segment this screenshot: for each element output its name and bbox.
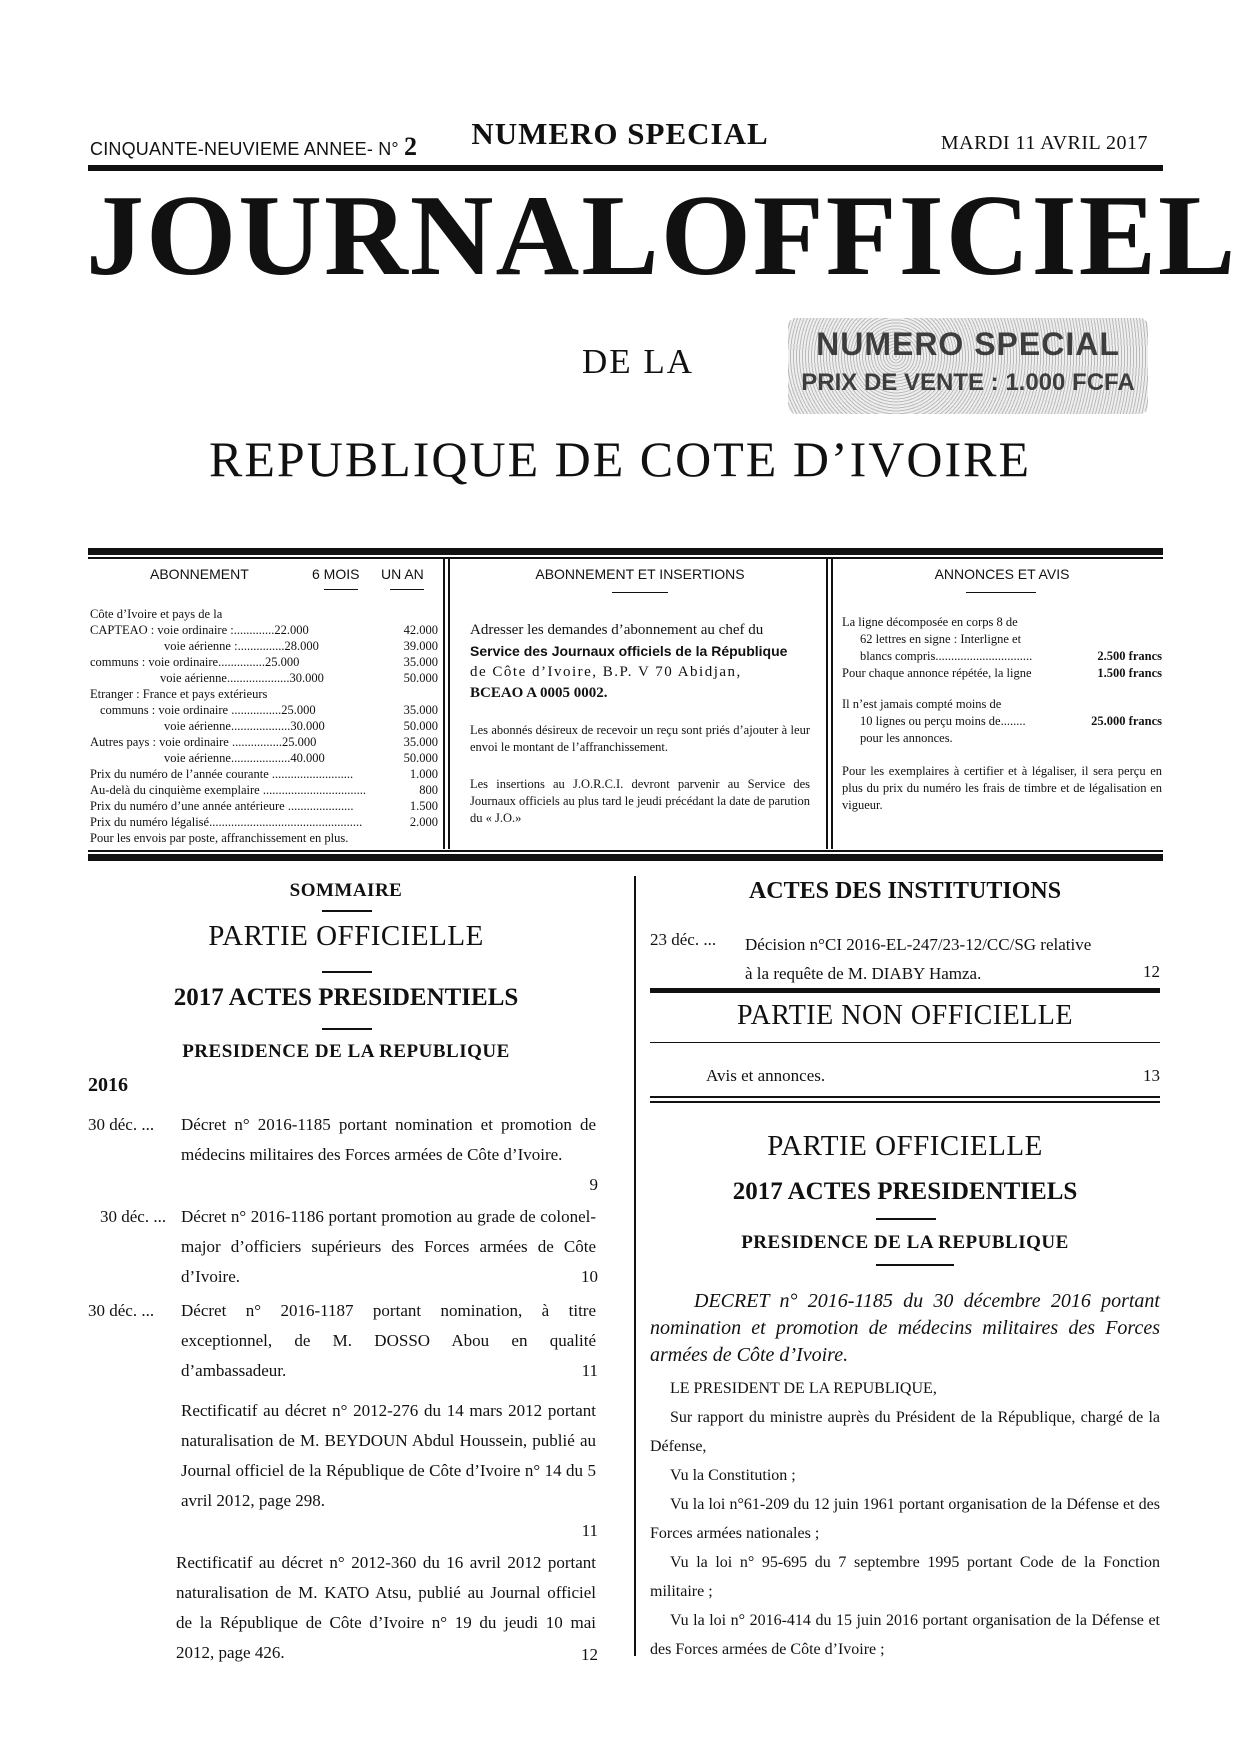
partie-officielle-title: PARTIE OFFICIELLE [767, 1130, 1043, 1162]
annonces-heading: ANNONCES ET AVIS [934, 566, 1070, 582]
decret-para: Vu la Constitution ; [670, 1467, 796, 1484]
stamp-line-2: PRIX DE VENTE : 1.000 FCFA [801, 369, 1135, 396]
avis-annonces-entry: Avis et annonces. [706, 1066, 826, 1085]
insertions-deadline-note: Les insertions au J.O.R.C.I. devront parvenir au Service des Journaux officiels au plus tard le jeudi précédant la date de parution du « J.O.» [470, 777, 810, 825]
price-row: Prix du numéro de l’année courante .......................... 1.000 [90, 767, 438, 781]
special-price-stamp [788, 318, 1148, 414]
subscription-heading: ABONNEMENT [150, 566, 249, 582]
sommaire-partie-officielle: PARTIE OFFICIELLE [208, 920, 484, 952]
box-top-rule-thin [88, 557, 1163, 559]
annonces-info [842, 566, 1162, 814]
title-word-journal: JOURNAL [86, 172, 661, 300]
column-divider [634, 876, 636, 1656]
decret-para: Vu la loi n° 95-695 du 7 septembre 1995 portant Code de la Fonction militaire ; [650, 1554, 1160, 1600]
avis-rule-a [650, 1096, 1160, 1098]
list-item: 30 déc. ... Décret n° 2016-1187 portant nomination, à titre exceptionnel, de M. DOSSO Abou en qualité d’ambassadeur. 11 [88, 1301, 598, 1380]
decret-para: Vu la loi n° 2016-414 du 15 juin 2016 portant organisation de la Défense et des Forces armées de Côte d’Ivoire ; [650, 1612, 1160, 1658]
journal-title [86, 172, 1238, 300]
decret-para: Sur rapport du ministre auprès du Président de la République, chargé de la Défense, [650, 1409, 1160, 1455]
actes-institutions-title: ACTES DES INSTITUTIONS [748, 878, 1062, 904]
republic-title: REPUBLIQUE DE COTE D’IVOIRE [209, 431, 1031, 487]
box-bottom-rule [88, 854, 1163, 861]
stamp-line-1: NUMERO SPECIAL [816, 326, 1120, 362]
rate-row: voie aérienne...................30.000 50.000 [164, 719, 438, 733]
box-top-rule [88, 548, 1163, 555]
list-item: Rectificatif au décret n° 2012-360 du 16 avril 2012 portant naturalisation de M. KATO Atsu, publié au Journal officiel de la République de Côte d’Ivoire n° 19 du jeudi 10 mai 2012, page 426. 12 [176, 1553, 598, 1664]
presidence-title: PRESIDENCE DE LA REPUBLIQUE [741, 1232, 1069, 1253]
issue-number: 2 [404, 132, 418, 161]
col-unan: UN AN [381, 566, 424, 582]
list-item: 30 déc. ... Décret n° 2016-1185 portant nomination et promotion de médecins militaires des Forces armées de Côte d’Ivoire. 9 [88, 1115, 598, 1194]
col-6mois: 6 MOIS [312, 566, 360, 582]
price-row: Prix du numéro légalisé................................................. 2.000 [90, 815, 438, 829]
postage-note: Pour les envois par poste, affranchissement en plus. [90, 831, 349, 845]
annonces-legalisation: Pour les exemplaires à certifier et à légaliser, il sera perçu en plus du prix du numéro les frais de timbre et de légalisation en vigueur. [842, 764, 1162, 812]
non-officielle-rule-top [650, 988, 1160, 993]
avis-annonces-page: 13 [1143, 1066, 1160, 1085]
box-divider-2a [826, 559, 828, 849]
rate-row: communs : voie ordinaire ................25.000 35.000 [100, 703, 438, 717]
issue-date: MARDI 11 AVRIL 2017 [940, 132, 1148, 154]
price-row: Au-delà du cinquième exemplaire ................................. 800 [90, 783, 438, 797]
list-item: 30 déc. ... Décret n° 2016-1186 portant promotion au grade de colonel-major d’officiers supérieurs des Forces armées de Côte d’Ivoire. 10 [100, 1207, 598, 1286]
box-divider-2b [831, 559, 833, 849]
sommaire-actes-presidentiels: 2017 ACTES PRESIDENTIELS [173, 984, 519, 1011]
non-officielle-rule-bottom [650, 1042, 1160, 1043]
group-cote-divoire: Côte d’Ivoire et pays de la [90, 607, 223, 621]
rate-row: CAPTEAO : voie ordinaire :.............22.000 42.000 [90, 623, 438, 637]
institution-date: 23 déc. ... [650, 930, 717, 949]
partie-non-officielle-title: PARTIE NON OFFICIELLE [736, 1000, 1073, 1031]
special-issue-label: NUMERO SPECIAL [471, 116, 769, 151]
insertions-receipt-note: Les abonnés désireux de recevoir un reçu sont priés d’ajouter à leur envoi le montant de l’affranchissement. [470, 723, 810, 754]
title-word-officiel: OFFICIEL [660, 172, 1238, 300]
insertions-heading: ABONNEMENT ET INSERTIONS [535, 566, 745, 582]
decret-title: DECRET n° 2016-1185 du 30 décembre 2016 portant nomination et promotion de médecins militaires des Forces armées de Côte d’Ivoire. [650, 1290, 1160, 1366]
rate-row: communs : voie ordinaire...............25.000 35.000 [90, 655, 438, 669]
annonces-minimum: Il n’est jamais compté moins de 10 lignes ou perçu moins de........ 25.000 francs pour les annonces. [842, 697, 1162, 745]
decret-body [650, 1374, 1160, 1664]
group-etranger: Etranger : France et pays extérieurs [90, 687, 268, 701]
sommaire-title: SOMMAIRE [289, 880, 403, 901]
masthead-rule [88, 165, 1163, 171]
de-la-text: DE LA [582, 342, 695, 381]
price-row: Prix du numéro d’une année antérieure ..................... 1.500 [90, 799, 438, 813]
actes-presidentiels-title: 2017 ACTES PRESIDENTIELS [732, 1178, 1078, 1205]
issue-prefix: CINQUANTE-NEUVIEME ANNEE- N° [90, 139, 399, 159]
box-divider-1b [448, 559, 450, 849]
sommaire-list [88, 1110, 598, 1664]
avis-rule-b [650, 1101, 1160, 1103]
institution-page: 12 [1143, 962, 1160, 981]
box-bottom-rule-thin [88, 850, 1163, 852]
le-president: LE PRESIDENT DE LA REPUBLIQUE, [670, 1380, 937, 1397]
rate-row: voie aérienne :...............28.000 39.000 [164, 639, 438, 653]
decret-para: Vu la loi n°61-209 du 12 juin 1961 portant organisation de la Défense et des Forces armées nationales ; [650, 1496, 1160, 1542]
institution-decision: Décision n°CI 2016-EL-247/23-12/CC/SG relative à la requête de M. DIABY Hamza. [745, 935, 1092, 983]
insertions-info [470, 566, 810, 827]
rate-row: voie aérienne...................40.000 50.000 [164, 751, 438, 765]
subscription-rates [90, 566, 438, 846]
rate-row: Autres pays : voie ordinaire ................25.000 35.000 [90, 735, 438, 749]
list-item: Rectificatif au décret n° 2012-276 du 14 mars 2012 portant naturalisation de M. BEYDOUN Abdul Houssein, publié au Journal officiel de la République de Côte d’Ivoire n° 14 du 5 avril 2012, page 298. 11 [181, 1401, 598, 1540]
annonces-line-rate: La ligne décomposée en corps 8 de 62 lettres en signe : Interligne et blancs compris............................... 2.500 francs Pour chaque annonce répétée, la ligne 1.500 francs [842, 615, 1162, 680]
rate-row: voie aérienne....................30.000 50.000 [160, 671, 438, 685]
insertions-address: Adresser les demandes d’abonnement au chef du Service des Journaux officiels de la République de Côte d’Ivoire, B.P. V 70 Abidjan, BCEAO A 0005 0002. [470, 622, 788, 701]
sommaire-year: 2016 [88, 1074, 128, 1096]
box-divider-1a [443, 559, 445, 849]
sommaire-presidence: PRESIDENCE DE LA REPUBLIQUE [182, 1041, 510, 1062]
